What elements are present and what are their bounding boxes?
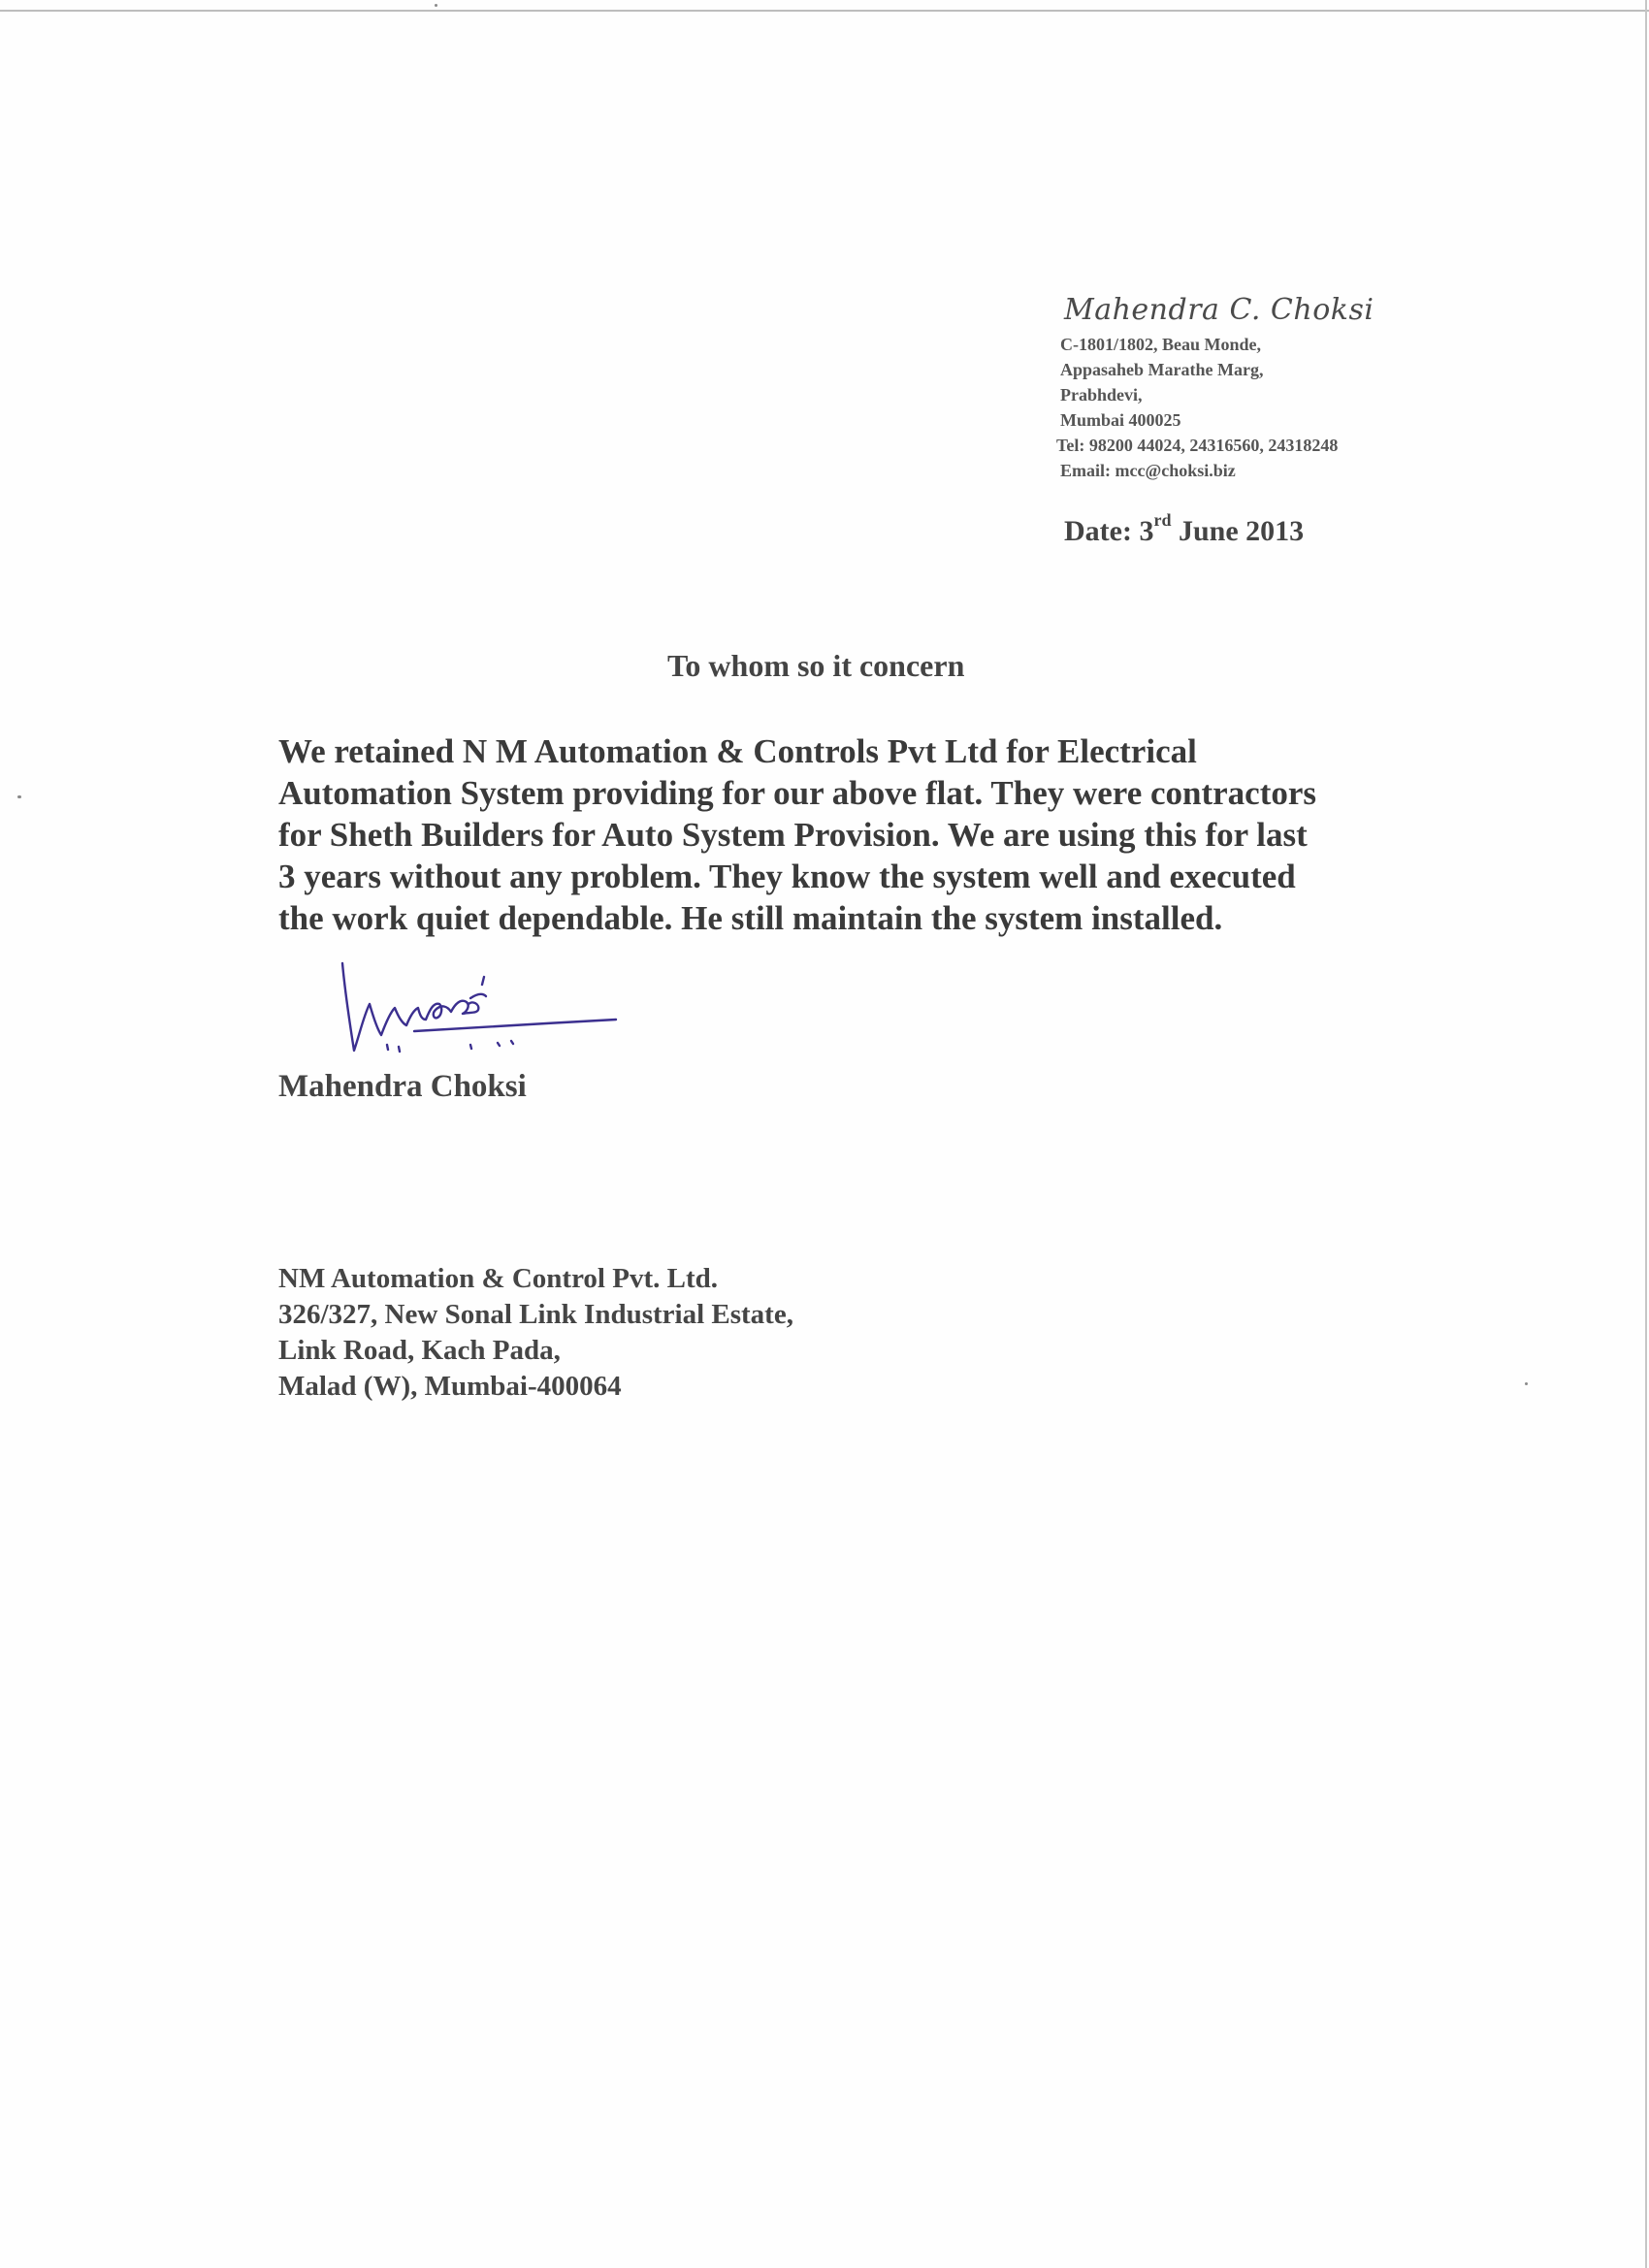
body-line: the work quiet dependable. He still maintain the system installed.: [278, 899, 1223, 937]
date-ordinal: rd: [1153, 510, 1172, 530]
letter-subject: To whom so it concern: [667, 648, 965, 683]
handwritten-signature: [325, 956, 655, 1062]
body-line: 3 years without any problem. They know the system well and executed: [278, 858, 1296, 895]
letterhead-address-line: Appasaheb Marathe Marg,: [1060, 360, 1264, 379]
letterhead-name: Mahendra C. Choksi: [1064, 293, 1374, 327]
scan-speck: [435, 4, 437, 7]
letterhead-address-line: Mumbai 400025: [1060, 410, 1181, 430]
date-suffix: June 2013: [1171, 515, 1305, 547]
recipient-line: NM Automation & Control Pvt. Ltd.: [278, 1263, 718, 1294]
body-line: for Sheth Builders for Auto System Provision. We are using this for last: [278, 816, 1308, 854]
recipient-line: Link Road, Kach Pada,: [278, 1335, 561, 1366]
letterhead-address-line: C-1801/1802, Beau Monde,: [1060, 335, 1261, 354]
scan-edge-right: [1645, 0, 1647, 2268]
letter-date: [1064, 510, 1305, 548]
body-line: Automation System providing for our above flat. They were contractors: [278, 774, 1317, 812]
letterhead-address-line: Prabhdevi,: [1060, 385, 1143, 405]
scan-speck: [17, 795, 21, 798]
scan-edge-top: [0, 10, 1649, 12]
letterhead-email: Email: mcc@choksi.biz: [1060, 461, 1236, 480]
signer-name: Mahendra Choksi: [278, 1069, 527, 1104]
scan-speck: [1525, 1382, 1528, 1385]
recipient-line: Malad (W), Mumbai-400064: [278, 1371, 622, 1402]
recipient-line: 326/327, New Sonal Link Industrial Estate,: [278, 1299, 793, 1330]
letterhead-tel: Tel: 98200 44024, 24316560, 24318248: [1056, 436, 1339, 455]
letterhead: [1056, 293, 1565, 483]
body-line: We retained N M Automation & Controls Pvt Ltd for Electrical: [278, 732, 1197, 770]
recipient-address: [278, 1261, 793, 1405]
date-prefix: Date: 3: [1064, 515, 1154, 547]
letter-body: [278, 730, 1423, 939]
